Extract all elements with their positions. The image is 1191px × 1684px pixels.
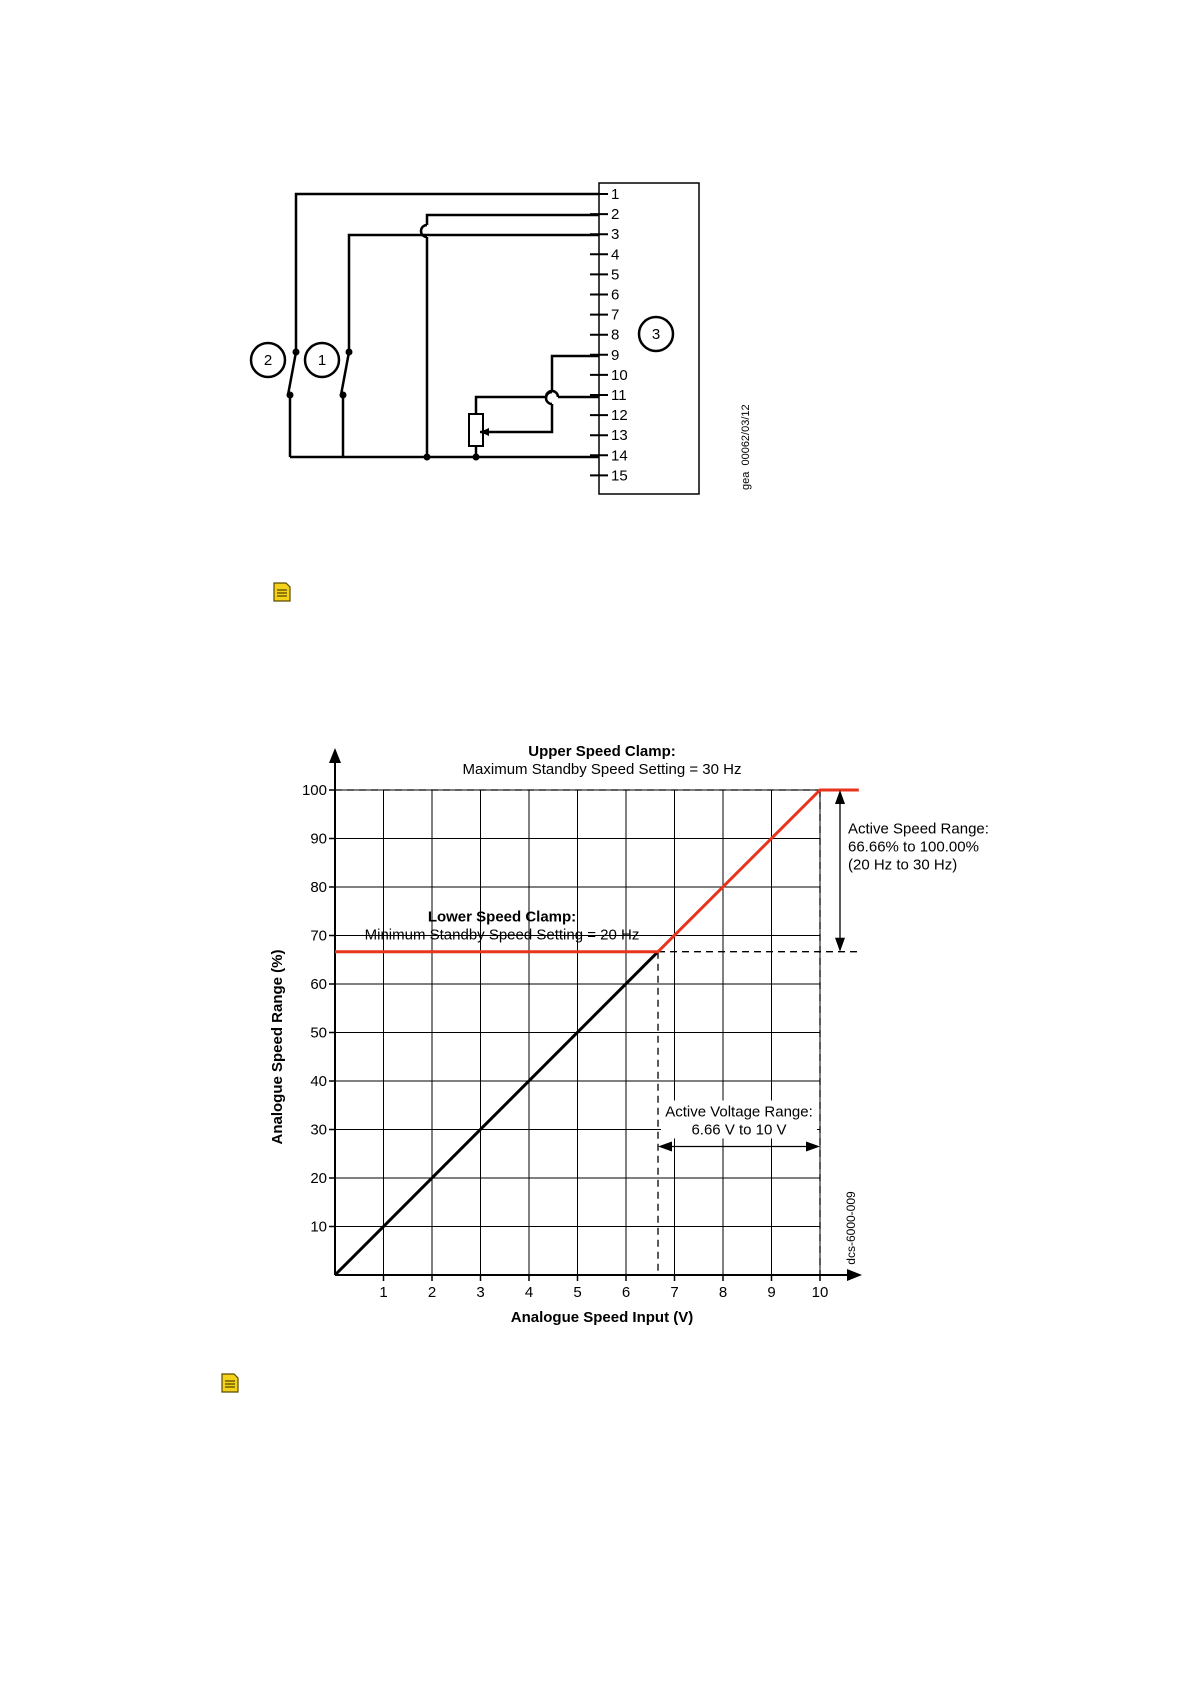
note-icon (272, 582, 292, 602)
terminal-label: 13 (611, 427, 628, 445)
y-tick-label: 40 (310, 1073, 327, 1090)
terminal-label: 8 (611, 326, 620, 344)
x-tick-label: 3 (476, 1284, 485, 1301)
y-tick-label: 10 (310, 1218, 327, 1236)
terminal-label: 6 (611, 286, 620, 304)
speed-range-arrowhead-top (835, 790, 845, 804)
voltage-range-arrowhead-right (806, 1141, 820, 1151)
wire-terminal-1 (296, 194, 599, 352)
callout-2-label: 2 (263, 352, 273, 369)
wiring-figure-id: gea 00062/03/12 (740, 404, 752, 490)
speed-chart (0, 700, 1191, 1340)
terminal-label: 2 (611, 206, 620, 224)
voltage-range-label-2: 6.66 V to 10 V (691, 1121, 787, 1139)
x-tick-label: 7 (670, 1284, 679, 1301)
speed-range-label-2: 66.66% to 100.00% (848, 838, 979, 856)
x-tick-label: 9 (767, 1284, 776, 1301)
x-tick-label: 2 (427, 1284, 437, 1301)
y-tick-label: 80 (310, 879, 327, 896)
speed-range-label-3: (20 Hz to 30 Hz) (848, 856, 958, 874)
terminal-label: 9 (611, 346, 620, 364)
wire-terminal-3 (349, 235, 599, 352)
terminal-label: 14 (611, 447, 628, 465)
lower-clamp-title: Lower Speed Clamp: (427, 908, 577, 926)
terminal-label: 5 (611, 266, 620, 284)
y-tick-label: 60 (310, 976, 327, 993)
x-tick-label: 5 (573, 1284, 582, 1301)
wiring-diagram (0, 0, 1191, 520)
terminal-label: 4 (611, 246, 620, 264)
upper-clamp-title: Upper Speed Clamp: (528, 743, 676, 760)
x-tick-label: 10 (811, 1284, 829, 1301)
potentiometer (469, 414, 483, 446)
x-tick-label: 4 (524, 1284, 534, 1301)
callout-1-label: 1 (317, 352, 327, 369)
y-tick-label: 100 (301, 782, 327, 799)
terminal-label: 15 (611, 467, 628, 485)
y-tick-label: 30 (310, 1121, 327, 1139)
y-axis-label: Analogue Speed Range (%) (269, 949, 286, 1145)
voltage-range-arrowhead-left (658, 1141, 672, 1151)
callout-3-label: 3 (651, 326, 661, 343)
y-tick-label: 20 (310, 1170, 327, 1187)
terminal-label: 11 (611, 387, 627, 404)
note-icon (220, 1373, 240, 1393)
y-tick-label: 70 (310, 927, 327, 945)
switch-1-blade (341, 352, 349, 395)
x-tick-label: 8 (718, 1284, 728, 1301)
x-axis-label: Analogue Speed Input (V) (510, 1309, 694, 1326)
upper-clamp-text: Maximum Standby Speed Setting = 30 Hz (462, 761, 742, 778)
switch-2-blade (288, 352, 296, 395)
lower-clamp-text: Minimum Standby Speed Setting = 20 Hz (364, 926, 640, 944)
speed-range-label-1: Active Speed Range: (848, 820, 989, 838)
terminal-label: 10 (611, 366, 628, 384)
wire-terminal-2 (427, 215, 599, 225)
y-tick-label: 50 (310, 1024, 327, 1042)
voltage-range-label-1: Active Voltage Range: (665, 1103, 813, 1121)
speed-range-arrowhead-bottom (835, 938, 845, 952)
x-axis-arrow (847, 1269, 862, 1281)
terminal-label: 7 (611, 306, 620, 324)
x-tick-label: 1 (379, 1284, 388, 1301)
chart-figure-id: dcs-6000-009 (844, 1191, 858, 1265)
terminal-label: 12 (611, 407, 628, 425)
y-axis-arrow (329, 748, 341, 763)
terminal-label: 3 (611, 226, 620, 244)
terminal-label: 1 (611, 186, 620, 203)
y-tick-label: 90 (310, 830, 327, 848)
x-tick-label: 6 (621, 1284, 631, 1301)
